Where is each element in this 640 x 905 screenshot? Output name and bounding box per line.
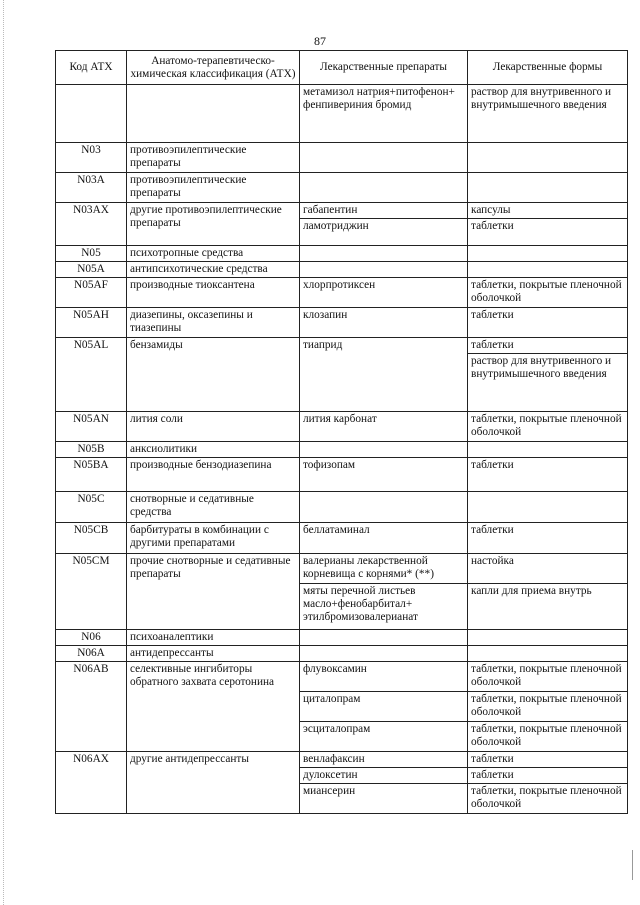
cell-drug: тиаприд	[300, 338, 468, 412]
cell-form: таблетки, покрытые пленочной оболочкой	[468, 278, 628, 308]
page-number: 87	[314, 34, 326, 48]
cell-code: N05AH	[56, 308, 127, 338]
cell-drug: венлафаксин	[300, 752, 468, 768]
table-row	[56, 442, 628, 458]
cell-form	[468, 492, 628, 523]
cell-drug: миансерин	[300, 784, 468, 814]
table-row	[56, 278, 628, 308]
cell-form: таблетки	[468, 768, 628, 784]
cell-code: N06A	[56, 646, 127, 662]
table-row	[56, 203, 628, 219]
table-row	[56, 85, 628, 143]
cell-form: капсулы	[468, 203, 628, 219]
cell-form: таблетки	[468, 338, 628, 354]
cell-form: раствор для внутривенного и внутримышечного введения	[468, 85, 628, 143]
cell-form	[468, 646, 628, 662]
table-row	[56, 752, 628, 768]
cell-code: N05A	[56, 262, 127, 278]
cell-drug	[300, 246, 468, 262]
cell-drug: ламотриджин	[300, 219, 468, 246]
cell-code: N05	[56, 246, 127, 262]
cell-drug: беллатаминал	[300, 523, 468, 554]
table-row	[56, 262, 628, 278]
cell-form	[468, 246, 628, 262]
cell-form: таблетки, покрытые пленочной оболочкой	[468, 722, 628, 752]
table-row	[56, 523, 628, 554]
cell-classification: другие антидепрессанты	[127, 752, 300, 814]
table-row	[56, 662, 628, 692]
cell-code: N05CB	[56, 523, 127, 554]
cell-classification	[127, 85, 300, 143]
cell-drug	[300, 262, 468, 278]
cell-form: таблетки	[468, 458, 628, 492]
cell-code: N05AL	[56, 338, 127, 412]
cell-code: N06	[56, 630, 127, 646]
table-row	[56, 173, 628, 203]
cell-classification: противоэпилептические препараты	[127, 173, 300, 203]
cell-classification: селективные ингибиторы обратного захвата серотонина	[127, 662, 300, 752]
cell-drug	[300, 646, 468, 662]
cell-form: капли для приема внутрь	[468, 584, 628, 630]
cell-classification: лития соли	[127, 412, 300, 442]
cell-drug: дулоксетин	[300, 768, 468, 784]
cell-code: N03	[56, 143, 127, 173]
header-forms: Лекарственные формы	[468, 51, 628, 85]
cell-drug: мяты перечной листьев масло+фенобарбитал+ этилбромизовалерианат	[300, 584, 468, 630]
cell-form: таблетки, покрытые пленочной оболочкой	[468, 784, 628, 814]
cell-drug: габапентин	[300, 203, 468, 219]
cell-drug: циталопрам	[300, 692, 468, 722]
cell-drug: метамизол натрия+питофенон+ фенпивериния бромид	[300, 85, 468, 143]
cell-form: раствор для внутривенного и внутримышечного введения	[468, 354, 628, 412]
cell-code: N06AB	[56, 662, 127, 752]
table-header-row	[56, 51, 628, 85]
cell-classification: снотворные и седативные средства	[127, 492, 300, 523]
cell-classification: прочие снотворные и седативные препараты	[127, 554, 300, 630]
cell-classification: диазепины, оксазепины и тиазепины	[127, 308, 300, 338]
cell-drug	[300, 630, 468, 646]
cell-drug: клозапин	[300, 308, 468, 338]
cell-form: таблетки, покрытые пленочной оболочкой	[468, 692, 628, 722]
header-drugs: Лекарственные препараты	[300, 51, 468, 85]
cell-form: настойка	[468, 554, 628, 584]
cell-code: N05B	[56, 442, 127, 458]
cell-classification: антипсихотические средства	[127, 262, 300, 278]
cell-classification: другие противоэпилептические препараты	[127, 203, 300, 246]
cell-form: таблетки	[468, 308, 628, 338]
cell-classification: психотропные средства	[127, 246, 300, 262]
cell-code: N05CM	[56, 554, 127, 630]
cell-drug: эсциталопрам	[300, 722, 468, 752]
cell-code: N03A	[56, 173, 127, 203]
cell-drug	[300, 173, 468, 203]
cell-form	[468, 442, 628, 458]
cell-form: таблетки	[468, 219, 628, 246]
cell-form	[468, 262, 628, 278]
table-row	[56, 246, 628, 262]
cell-classification: психоаналептики	[127, 630, 300, 646]
cell-code: N05AF	[56, 278, 127, 308]
cell-drug: лития карбонат	[300, 412, 468, 442]
cell-code: N06AX	[56, 752, 127, 814]
cell-code: N05C	[56, 492, 127, 523]
cell-code: N03AX	[56, 203, 127, 246]
cell-code: N05AN	[56, 412, 127, 442]
table-row	[56, 308, 628, 338]
cell-classification: анксиолитики	[127, 442, 300, 458]
scan-margin-line	[3, 0, 5, 905]
cell-form: таблетки, покрытые пленочной оболочкой	[468, 662, 628, 692]
cell-form: таблетки	[468, 523, 628, 554]
cell-classification: противоэпилептические препараты	[127, 143, 300, 173]
drug-classification-table	[55, 50, 628, 814]
cell-code	[56, 85, 127, 143]
cell-classification: производные бензодиазепина	[127, 458, 300, 492]
cell-drug: хлорпротиксен	[300, 278, 468, 308]
cell-classification: антидепрессанты	[127, 646, 300, 662]
cell-form: таблетки, покрытые пленочной оболочкой	[468, 412, 628, 442]
cell-drug: тофизопам	[300, 458, 468, 492]
table-row	[56, 492, 628, 523]
header-classification: Анатомо-терапевтическо-химическая классификация (АТХ)	[127, 51, 300, 85]
header-code: Код АТХ	[56, 51, 127, 85]
cell-classification: барбитураты в комбинации с другими препаратами	[127, 523, 300, 554]
cell-code: N05BA	[56, 458, 127, 492]
cell-drug	[300, 143, 468, 173]
table-row	[56, 338, 628, 354]
cell-drug	[300, 442, 468, 458]
table-row	[56, 458, 628, 492]
cell-drug: флувоксамин	[300, 662, 468, 692]
cell-drug: валерианы лекарственной корневища с корнями* (**)	[300, 554, 468, 584]
scan-margin-mark	[632, 850, 634, 880]
cell-drug	[300, 492, 468, 523]
table-row	[56, 412, 628, 442]
table-row	[56, 646, 628, 662]
cell-form	[468, 630, 628, 646]
cell-form	[468, 173, 628, 203]
table-row	[56, 630, 628, 646]
cell-classification: бензамиды	[127, 338, 300, 412]
cell-form: таблетки	[468, 752, 628, 768]
table-row	[56, 143, 628, 173]
table-row	[56, 554, 628, 584]
cell-form	[468, 143, 628, 173]
cell-classification: производные тиоксантена	[127, 278, 300, 308]
